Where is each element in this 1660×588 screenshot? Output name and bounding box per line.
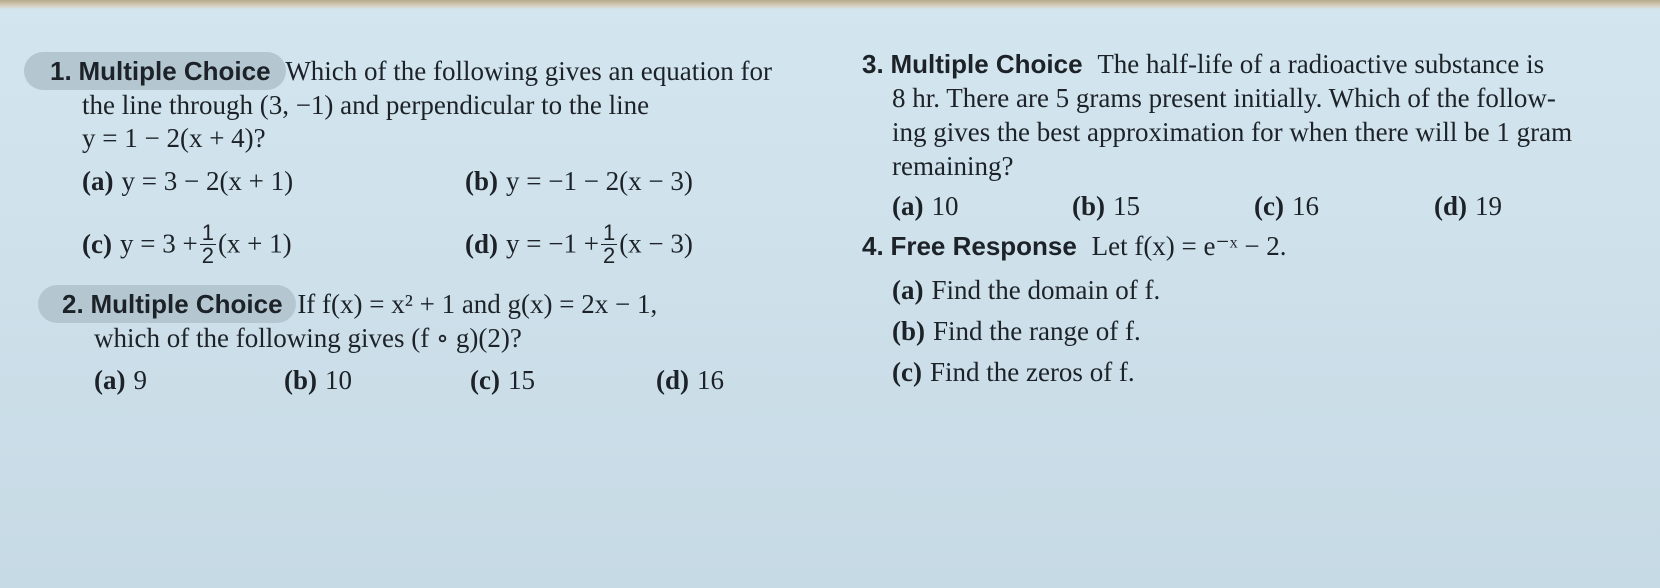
part-b bbox=[892, 315, 1141, 347]
fraction-denominator: 2 bbox=[602, 243, 616, 268]
option-text: 10 bbox=[931, 191, 959, 221]
answer-option-c[interactable] bbox=[1254, 190, 1319, 222]
problem-text-line: 8 hr. There are 5 grams present initially. Which of the follow- bbox=[892, 83, 1556, 113]
problem-4-heading bbox=[862, 230, 1287, 262]
option-label: (a) bbox=[892, 191, 924, 221]
part-label: (c) bbox=[892, 357, 922, 387]
option-label: (c) bbox=[82, 228, 112, 259]
answer-option-d[interactable] bbox=[1434, 190, 1502, 222]
option-text: 15 bbox=[507, 365, 535, 395]
fraction-numerator: 1 bbox=[602, 220, 616, 245]
problem-number: 4. bbox=[862, 231, 884, 261]
part-text: Find the range of f. bbox=[933, 316, 1141, 346]
problem-type: Multiple Choice bbox=[890, 49, 1083, 79]
part-text: Find the zeros of f. bbox=[929, 357, 1135, 387]
problem-text-line: If f(x) = x² + 1 and g(x) = 2x − 1, bbox=[297, 289, 658, 319]
option-label: (d) bbox=[1434, 191, 1467, 221]
option-text: y = 3 − 2(x + 1) bbox=[121, 166, 294, 196]
option-text-suffix: (x + 1) bbox=[217, 228, 292, 259]
part-a bbox=[892, 274, 1160, 306]
option-label: (d) bbox=[465, 228, 498, 259]
problem-text-line: the line through (3, −1) and perpendicular to the line bbox=[82, 90, 650, 120]
answer-option-c[interactable] bbox=[82, 220, 292, 269]
problem-text-line: ing gives the best approximation for when there will be 1 gram bbox=[892, 117, 1573, 147]
option-text: 19 bbox=[1475, 191, 1502, 221]
problem-text-line: y = 1 − 2(x + 4)? bbox=[82, 123, 266, 153]
option-text: 16 bbox=[697, 365, 724, 395]
part-label: (b) bbox=[892, 316, 925, 346]
page-top-edge bbox=[0, 0, 1660, 9]
option-label: (b) bbox=[465, 166, 498, 196]
problem-text-line: Which of the following gives an equation for bbox=[285, 56, 772, 86]
problem-type: Multiple Choice bbox=[78, 56, 271, 86]
part-label: (a) bbox=[892, 275, 924, 305]
fraction bbox=[601, 222, 617, 267]
answer-option-a[interactable] bbox=[82, 165, 293, 197]
option-text: 10 bbox=[325, 365, 352, 395]
problem-type: Free Response bbox=[890, 231, 1077, 261]
option-label: (b) bbox=[1072, 191, 1105, 221]
option-text-prefix: y = −1 + bbox=[506, 228, 599, 259]
problem-3-heading bbox=[862, 48, 1544, 80]
option-text: 16 bbox=[1291, 191, 1319, 221]
answer-option-a[interactable] bbox=[94, 364, 147, 396]
answer-option-c[interactable] bbox=[470, 364, 535, 396]
answer-option-a[interactable] bbox=[892, 190, 958, 222]
problem-1-heading bbox=[50, 55, 772, 87]
fraction-numerator: 1 bbox=[201, 220, 214, 245]
answer-option-b[interactable] bbox=[465, 165, 693, 197]
answer-option-b[interactable] bbox=[1072, 190, 1140, 222]
option-text: y = −1 − 2(x − 3) bbox=[506, 166, 693, 196]
option-text: 9 bbox=[133, 365, 147, 395]
option-text-prefix: y = 3 + bbox=[119, 228, 198, 259]
answer-option-d[interactable] bbox=[656, 364, 724, 396]
problem-number: 3. bbox=[862, 49, 884, 79]
part-c bbox=[892, 356, 1135, 388]
problem-2-heading bbox=[62, 288, 657, 320]
option-label: (c) bbox=[1254, 191, 1284, 221]
option-label: (c) bbox=[470, 365, 500, 395]
problem-text-line: remaining? bbox=[892, 151, 1014, 181]
problem-text-line: which of the following gives (f ∘ g)(2)? bbox=[94, 323, 522, 353]
problem-number: 1. bbox=[50, 56, 72, 86]
option-text: 15 bbox=[1113, 191, 1140, 221]
option-text-suffix: (x − 3) bbox=[619, 228, 693, 259]
problem-type: Multiple Choice bbox=[90, 289, 283, 319]
problem-text-line: The half-life of a radioactive substance is bbox=[1097, 49, 1545, 79]
part-text: Find the domain of f. bbox=[931, 275, 1161, 305]
option-label: (a) bbox=[82, 166, 114, 196]
problem-number: 2. bbox=[62, 289, 84, 319]
fraction-denominator: 2 bbox=[201, 243, 214, 268]
answer-option-b[interactable] bbox=[284, 364, 352, 396]
option-label: (b) bbox=[284, 365, 317, 395]
option-label: (d) bbox=[656, 365, 689, 395]
option-label: (a) bbox=[94, 365, 126, 395]
answer-option-d[interactable] bbox=[465, 220, 693, 269]
problem-text-line: Let f(x) = e⁻ˣ − 2. bbox=[1091, 231, 1287, 261]
fraction bbox=[200, 222, 216, 267]
